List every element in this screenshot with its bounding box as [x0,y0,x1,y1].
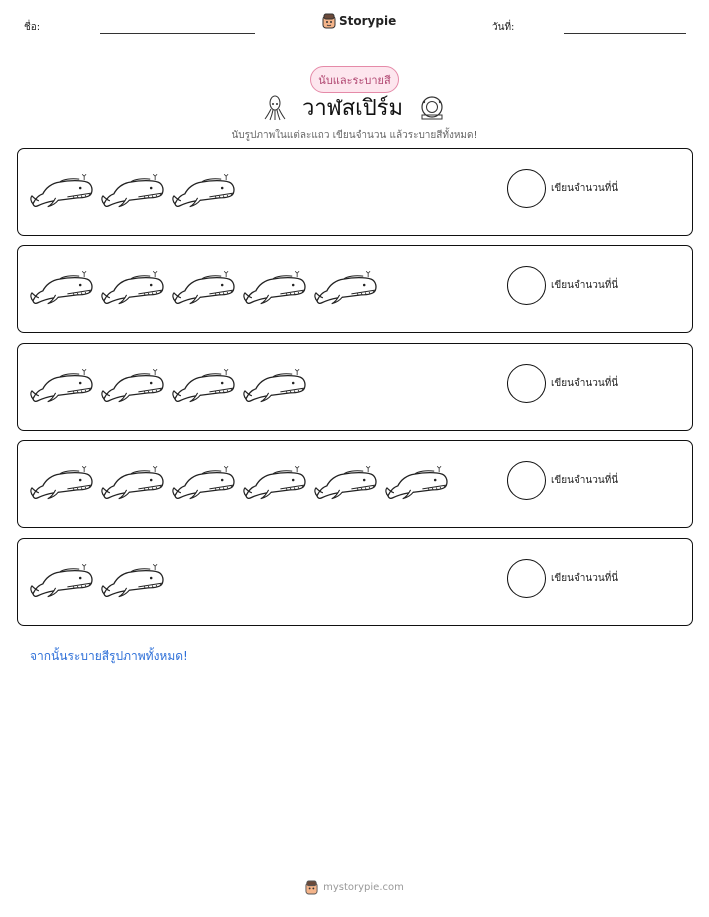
brand-name: Storypie [339,14,397,28]
date-label: วันที่: [492,22,515,33]
sperm-whale-icon [101,170,164,210]
squid-icon [262,95,288,121]
sperm-whale-icon [101,560,164,600]
storypie-mascot-icon [305,880,318,895]
sperm-whale-icon [101,267,164,307]
answer-label: เขียนจำนวนที่นี่ [551,475,619,486]
sperm-whale-icon [172,267,235,307]
diving-helmet-icon [417,95,447,121]
whale-group [30,462,448,502]
answer-circle[interactable] [507,559,546,598]
sperm-whale-icon [101,365,164,405]
answer-circle[interactable] [507,364,546,403]
sperm-whale-icon [243,267,306,307]
sperm-whale-icon [30,560,93,600]
site-url: mystorypie.com [323,882,404,893]
count-row-2 [17,245,693,333]
count-row-4 [17,440,693,528]
sperm-whale-icon [172,365,235,405]
whale-group [30,170,235,210]
date-field[interactable] [564,33,686,34]
answer-label: เขียนจำนวนที่นี่ [551,183,619,194]
sperm-whale-icon [314,462,377,502]
count-row-1 [17,148,693,236]
worksheet-title: วาฬสเปิร์ม [302,96,403,121]
count-row-5 [17,538,693,626]
category-pill: นับและระบายสี [310,66,399,93]
sperm-whale-icon [30,170,93,210]
whale-group [30,560,164,600]
whale-group [30,365,306,405]
footer-instruction: จากนั้นระบายสีรูปภาพทั้งหมด! [30,649,188,663]
count-row-3 [17,343,693,431]
name-label: ชื่อ: [24,22,41,33]
sperm-whale-icon [172,170,235,210]
answer-circle[interactable] [507,169,546,208]
name-field[interactable] [100,33,255,34]
sperm-whale-icon [385,462,448,502]
sperm-whale-icon [314,267,377,307]
sperm-whale-icon [30,462,93,502]
instructions: นับรูปภาพในแต่ละแถว เขียนจำนวน แล้วระบายสีทั้งหมด! [231,130,478,141]
sperm-whale-icon [101,462,164,502]
answer-circle[interactable] [507,461,546,500]
whale-group [30,267,377,307]
answer-label: เขียนจำนวนที่นี่ [551,573,619,584]
sperm-whale-icon [30,267,93,307]
sperm-whale-icon [30,365,93,405]
sperm-whale-icon [172,462,235,502]
sperm-whale-icon [243,462,306,502]
answer-label: เขียนจำนวนที่นี่ [551,378,619,389]
sperm-whale-icon [243,365,306,405]
answer-circle[interactable] [507,266,546,305]
storypie-mascot-icon [322,13,336,29]
site-footer [0,880,709,895]
storypie-logo [322,13,396,29]
answer-label: เขียนจำนวนที่นี่ [551,280,619,291]
